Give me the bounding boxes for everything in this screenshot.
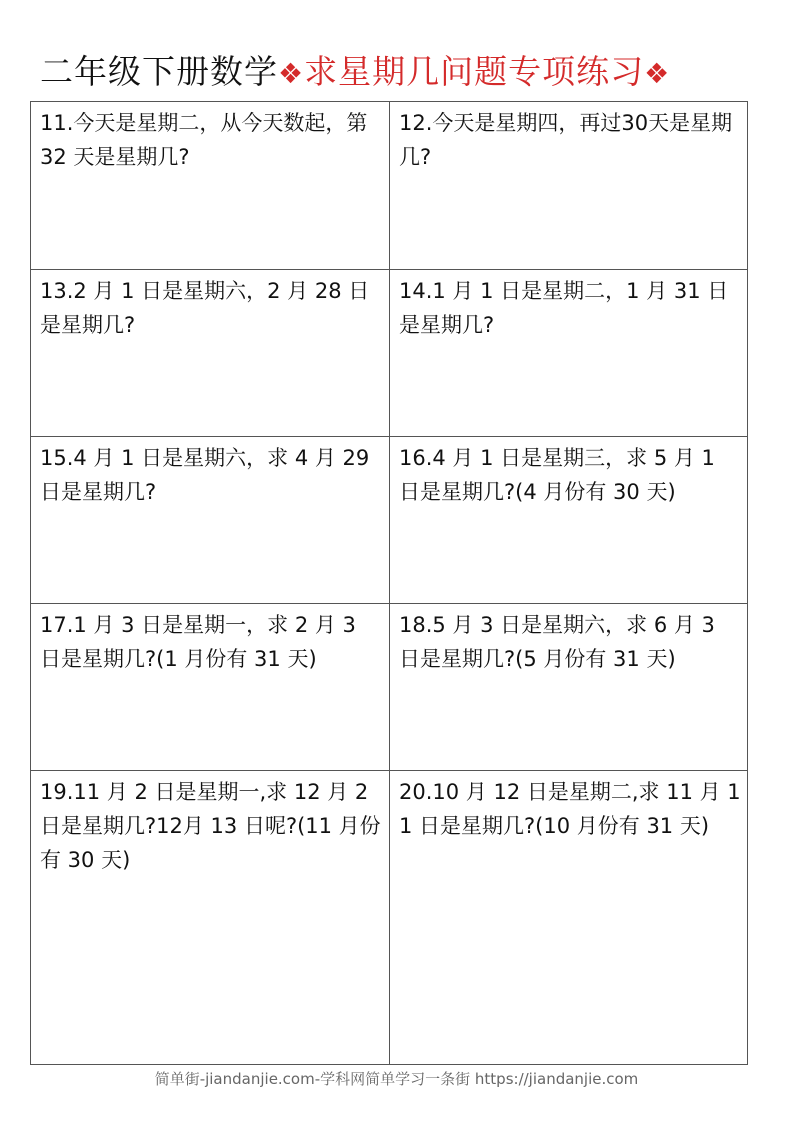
question-15: 15.4 月 1 日是星期六，求 4 月 29 日是星期几? — [31, 437, 390, 604]
question-19: 19.11 月 2 日是星期一,求 12 月 2 日是星期几?12月 13 日呢?(11 月份有 30 天) — [31, 771, 390, 1064]
question-16: 16.4 月 1 日是星期三，求 5 月 1 日是星期几?(4 月份有 30 天) — [390, 437, 747, 604]
question-12: 12.今天是星期四，再过30天是星期几? — [390, 102, 747, 270]
diamond-ornament-icon: ❖ — [278, 57, 305, 90]
diamond-ornament-icon: ❖ — [644, 57, 671, 90]
question-20: 20.10 月 12 日是星期二,求 11 月 11 日是星期几?(10 月份有 31 天) — [399, 780, 741, 838]
question-grid — [30, 101, 748, 1065]
page-footer: 简单街-jiandanjie.com-学科网简单学习一条街 https://jiandanjie.com — [154, 1070, 639, 1088]
question-11: 11.今天是星期二，从今天数起，第 32 天是星期几? — [31, 102, 390, 270]
page-title — [40, 48, 670, 96]
question-18: 18.5 月 3 日是星期六，求 6 月 3 日是星期几?(5 月份有 31 天) — [390, 604, 747, 771]
question-17: 17.1 月 3 日是星期一，求 2 月 3 日是星期几?(1 月份有 31 天) — [31, 604, 390, 771]
question-13: 13.2 月 1 日是星期六，2 月 28 日是星期几? — [31, 270, 390, 437]
question-14: 14.1 月 1 日是星期二，1 月 31 日是星期几? — [390, 270, 747, 437]
title-grade-text: 二年级下册数学 — [40, 52, 278, 91]
title-topic-text: 求星期几问题专项练习 — [304, 52, 645, 91]
